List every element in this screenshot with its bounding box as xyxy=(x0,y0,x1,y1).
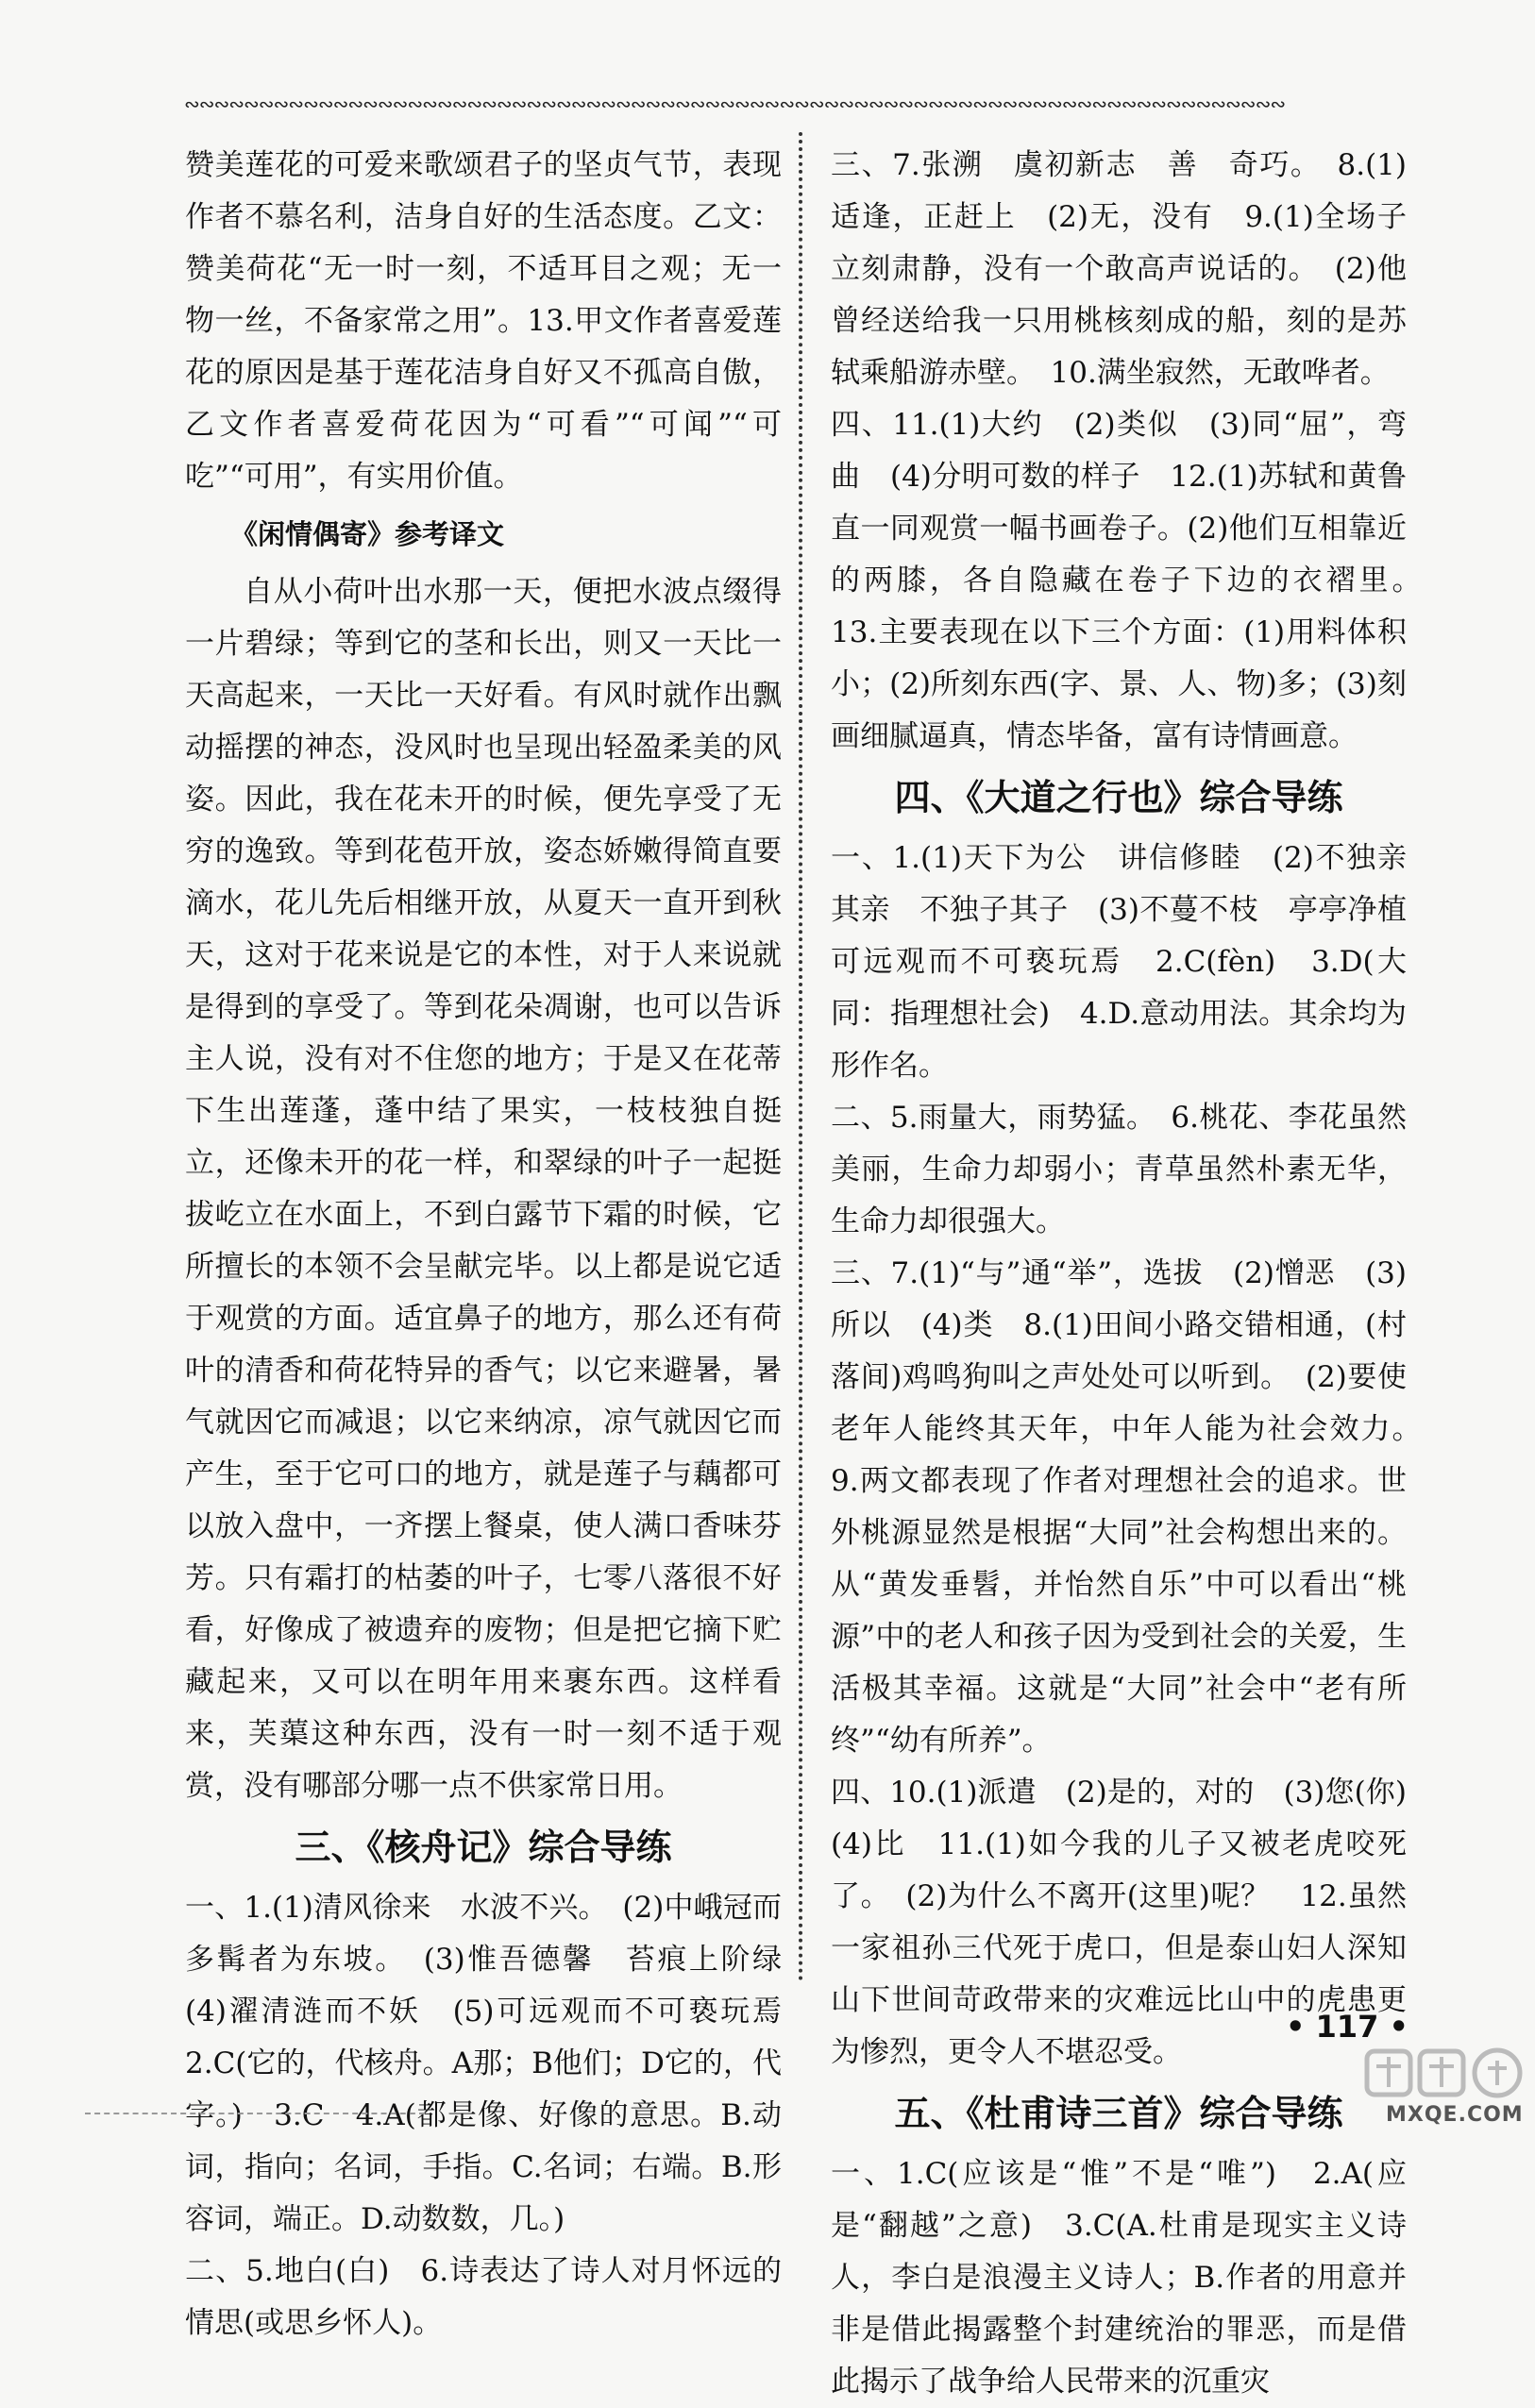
section-5-part-1: 一、1.C(应该是“惟”不是“唯”) 2.A(应是“翻越”之意) 3.C(A.杜甫是现实主义诗人，李白是浪漫主义诗人；B.作者的用意并非是借此揭露整个封建统治的罪恶，而是借此揭示了战争给人民带来的沉重灾 xyxy=(831,2157,1407,2399)
section-4-part-2: 二、5.雨量大，雨势猛。 6.桃花、李花虽然美丽，生命力却弱小；青草虽然朴素无华，生命力却很强大。 xyxy=(831,1101,1407,1238)
decorative-top-border: ∾∾∾∾∾∾∾∾∾∾∾∾∾∾∾∾∾∾∾∾∾∾∾∾∾∾∾∾∾∾∾∾∾∾∾∾∾∾∾∾∾∾∾∾∾∾∾∾∾∾∾∾∾∾∾∾∾∾∾∾∾∾∾∾∾∾∾∾∾∾∾∾∾∾ xyxy=(184,93,1286,115)
section-3-part-2: 二、5.地白(白) 6.诗表达了诗人对月怀远的情思(或思乡怀人)。 xyxy=(185,2254,782,2340)
bottom-scan-line xyxy=(85,2113,425,2114)
page-number: • 117 • xyxy=(1286,2009,1408,2045)
translation-title: 《闲情偶寄》参考译文 xyxy=(230,518,505,550)
column-divider xyxy=(799,132,802,1982)
section-5-title: 五、《杜甫诗三首》综合导练 xyxy=(894,2093,1343,2134)
section-4-title: 四、《大道之行也》综合导练 xyxy=(894,777,1343,818)
section-3-title: 三、《核舟记》综合导练 xyxy=(295,1827,672,1868)
paragraph-lotus-answer: 赞美莲花的可爱来歌颂君子的坚贞气节，表现作者不慕名利，洁身自好的生活态度。乙文：赞美荷花“无一时一刻，不适耳目之观；无一物一丝，不备家常之用”。13.甲文作者喜爱莲花的原因是基于莲花洁身自好又不孤高自傲，乙文作者喜爱荷花因为“可看”“可闻”“可吃”“可用”，有实用价值。 xyxy=(185,148,782,494)
section-3-part-4: 四、11.(1)大约 (2)类似 (3)同“屈”，弯曲 (4)分明可数的样子 12.(1)苏轼和黄鲁直一同观赏一幅书画卷子。(2)他们互相靠近的两膝，各自隐藏在卷子下边的衣褶里。 13.主要表现在以下三个方面：(1)用料体积小；(2)所刻东西(字、景、人、物)多；(3)刻画细腻逼真，情态毕备，富有诗情画意。 xyxy=(831,408,1436,753)
watermark-text: MXQE.COM xyxy=(1386,2103,1524,2127)
section-3-part-1: 一、1.(1)清风徐来 水波不兴。 (2)中峨冠而多髯者为东坡。 (3)惟吾德馨 苔痕上阶绿 (4)濯清涟而不妖 (5)可远观而不可亵玩焉 2.C(它的，代核舟。A那；B他们；D它的，代字。) 3.C 4.A(都是像、好像的意思。B.动词，指向；名词，手指。C.名词；右端。B.形容词，端正。D.动数数，几。) xyxy=(185,1891,811,2236)
section-4-part-4: 四、10.(1)派遣 (2)是的，对的 (3)您(你) (4)比 11.(1)如今我的儿子又被老虎咬死了。 (2)为什么不离开(这里)呢？ 12.虽然一家祖孙三代死于虎口，但是泰山妇人深知山下世间苛政带来的灾难远比山中的虎患更为惨烈，更令人不堪忍受。 xyxy=(831,1776,1436,2069)
section-4-part-1: 一、1.(1)天下为公 讲信修睦 (2)不独亲其亲 不独子其子 (3)不蔓不枝 亭亭净植 可远观而不可亵玩焉 2.C(fèn) 3.D(大同：指理想社会) 4.D.意动用法。其余均为形作名。 xyxy=(831,841,1436,1083)
left-column xyxy=(185,140,811,2349)
translation-text: 自从小荷叶出水那一天，便把水波点缀得一片碧绿；等到它的茎和长出，则又一天比一天高起来，一天比一天好看。有风时就作出飘动摇摆的神态，没风时也呈现出轻盈柔美的风姿。因此，我在花未开的时候，便先享受了无穷的逸致。等到花苞开放，姿态娇嫩得简直要滴水，花儿先后相继开放，从夏天一直开到秋天，这对于花来说是它的本性，对于人来说就是得到的享受了。等到花朵凋谢，也可以告诉主人说，没有对不住您的地方；于是又在花蒂下生出莲蓬，蓬中结了果实，一枝枝独自挺立，还像未开的花一样，和翠绿的叶子一起挺拔屹立在水面上，不到白露节下霜的时候，它所擅长的本领不会呈献完毕。以上都是说它适于观赏的方面。适宜鼻子的地方，那么还有荷叶的清香和荷花特异的香气；以它来避暑，暑气就因它而减退；以它来纳凉，凉气就因它而产生，至于它可口的地方，就是莲子与藕都可以放入盘中，一齐摆上餐桌，使人满口香味芬芳。只有霜打的枯萎的叶子，七零八落很不好看，好像成了被遗弃的废物；但是把它摘下贮藏起来，又可以在明年用来裹东西。这样看来，芙蕖这种东西，没有一时一刻不适于观赏，没有哪部分哪一点不供家常日用。 xyxy=(185,575,782,1803)
right-column xyxy=(831,140,1436,2408)
section-3-part-3: 三、7.张溯 虞初新志 善 奇巧。 8.(1)适逢，正赶上 (2)无，没有 9.(1)全场子立刻肃静，没有一个敢高声说话的。 (2)他曾经送给我一只用桃核刻成的船，刻的是苏轼乘船游赤壁。 10.满坐寂然，无敢哗者。 xyxy=(831,148,1407,390)
section-4-part-3: 三、7.(1)“与”通“举”，选拔 (2)憎恶 (3)所以 (4)类 8.(1)田间小路交错相通，(村落间)鸡鸣狗叫之声处处可以听到。 (2)要使老年人能终其天年，中年人能为社会效力。 9.两文都表现了作者对理想社会的追求。世外桃源显然是根据“大同”社会构想出来的。从“黄发垂髫，并怡然自乐”中可以看出“桃源”中的老人和孩子因为受到社会的关爱，生活极其幸福。这就是“大同”社会中“老有所终”“幼有所养”。 xyxy=(831,1256,1436,1758)
